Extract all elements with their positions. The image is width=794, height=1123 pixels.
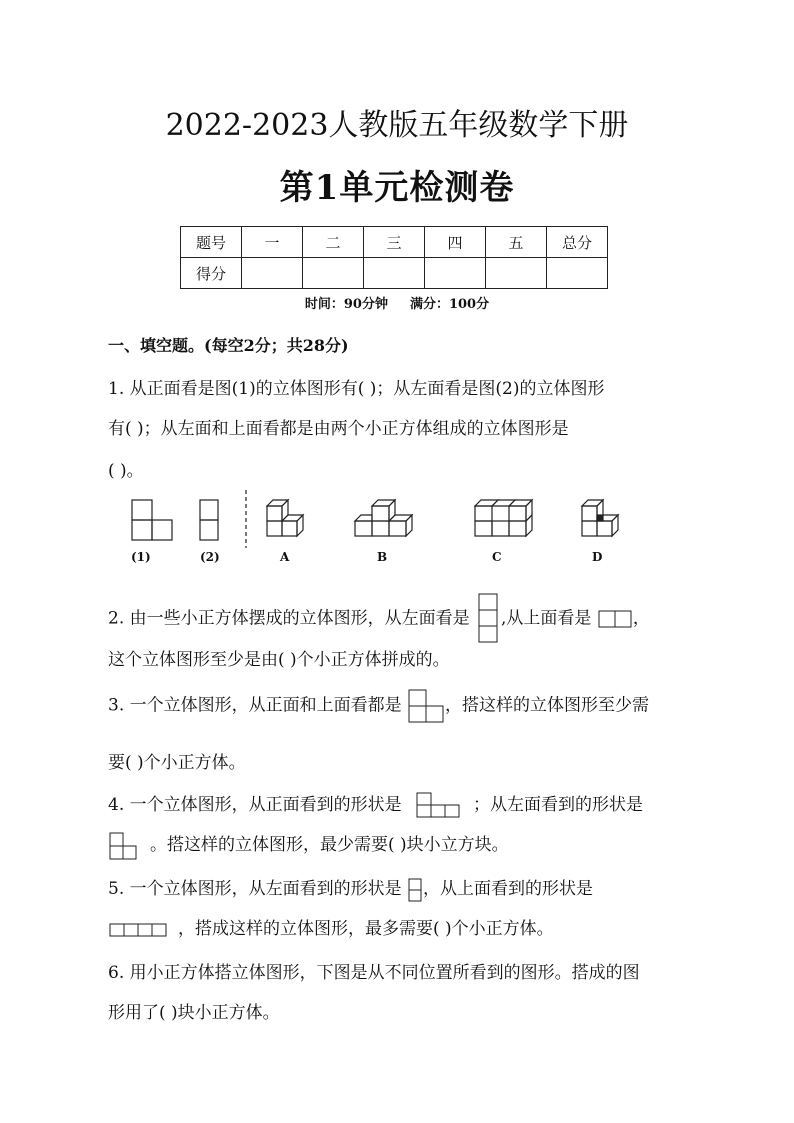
caption-figure-c: C xyxy=(492,550,502,564)
question-4-text-c: 。搭这样的立体图形，最少需要( )块小立方块。 xyxy=(150,835,509,855)
score-cell: 得分 xyxy=(181,258,242,289)
score-cell xyxy=(364,258,425,289)
question-3-line-1 xyxy=(108,688,649,724)
question-4-line-2 xyxy=(108,830,509,861)
section-heading: 一、填空题。(每空2分；共28分) xyxy=(108,336,349,355)
two-stacked-small-squares-icon xyxy=(407,877,423,903)
exam-info xyxy=(0,293,794,312)
question-4-text-a: 4. 一个立体图形，从正面看到的形状是 xyxy=(108,795,402,815)
score-cell: 题号 xyxy=(181,227,242,258)
caption-figure-1: (1) xyxy=(131,550,151,564)
exam-time: 时间：90分钟 xyxy=(304,297,388,312)
question-2-text-b: ,从上面看是 xyxy=(501,608,592,629)
question-5-line-2 xyxy=(108,914,554,939)
score-table-header-row xyxy=(181,227,608,258)
caption-figure-b: B xyxy=(377,550,388,564)
figure-c-cubes xyxy=(475,500,532,536)
question-3-line-2: 要( )个小正方体。 xyxy=(108,753,246,773)
question-6-line-1: 6. 用小正方体搭立体图形，下图是从不同位置所看到的图形。搭成的图 xyxy=(108,963,640,983)
caption-figure-2: (2) xyxy=(200,550,220,564)
score-table-score-row xyxy=(181,258,608,289)
question-3-text-a: 3. 一个立体图形，从正面和上面看都是 xyxy=(108,695,402,716)
question-2-line-1 xyxy=(108,592,650,646)
score-cell: 四 xyxy=(425,227,486,258)
score-cell: 三 xyxy=(364,227,425,258)
question-5-text-b: ，从上面看到的形状是 xyxy=(423,879,594,899)
question-1-line-2: 有( )；从左面和上面看都是由两个小正方体组成的立体图形是 xyxy=(108,419,569,439)
question-5-text-c: ，搭成这样的立体图形，最多需要( )个小正方体。 xyxy=(178,919,554,939)
two-stacked-squares-icon xyxy=(477,592,499,646)
figure-b-cubes xyxy=(355,500,412,536)
score-cell xyxy=(425,258,486,289)
score-cell: 二 xyxy=(303,227,364,258)
figure-d-cubes xyxy=(582,500,618,536)
question-1-line-1: 1. 从正面看是图(1)的立体图形有( )；从左面看是图(2)的立体图形 xyxy=(108,379,605,399)
score-cell xyxy=(303,258,364,289)
question-1-line-3: ( )。 xyxy=(108,461,144,481)
question-2-text-a: 2. 由一些小正方体摆成的立体图形，从左面看是 xyxy=(108,608,470,629)
question-1-figures xyxy=(120,488,640,548)
left-view-squares-icon xyxy=(108,831,140,861)
score-cell: 一 xyxy=(242,227,303,258)
question-2-text-c: ， xyxy=(632,608,650,629)
figure-a-cubes xyxy=(267,500,303,536)
score-cell xyxy=(486,258,547,289)
score-cell xyxy=(242,258,303,289)
score-table xyxy=(180,226,608,289)
question-4-text-b: ；从左面看到的形状是 xyxy=(473,795,644,815)
caption-figure-d: D xyxy=(592,550,603,564)
exam-full-marks: 满分：100分 xyxy=(409,297,490,312)
question-6-line-2: 形用了( )块小正方体。 xyxy=(108,1003,280,1023)
score-cell xyxy=(547,258,608,289)
score-cell: 五 xyxy=(486,227,547,258)
caption-figure-a: A xyxy=(280,550,290,564)
document-subtitle: 第1单元检测卷 xyxy=(279,168,515,208)
score-cell: 总分 xyxy=(547,227,608,258)
figure-1-front-view xyxy=(132,500,172,540)
four-squares-row-icon xyxy=(108,922,168,938)
document-title: 2022-2023人教版五年级数学下册 xyxy=(165,108,629,143)
question-2-line-2: 这个立体图形至少是由( )个小正方体拼成的。 xyxy=(108,650,450,670)
question-4-line-1 xyxy=(108,790,643,821)
question-5-text-a: 5. 一个立体图形，从左面看到的形状是 xyxy=(108,879,402,899)
two-side-by-side-squares-icon xyxy=(597,609,633,629)
figure-2-left-view xyxy=(200,500,218,540)
front-view-squares-icon xyxy=(415,791,465,821)
l-shape-squares-icon xyxy=(407,688,445,724)
question-3-text-b: ，搭这样的立体图形至少需 xyxy=(445,695,650,716)
question-5-line-1 xyxy=(108,874,593,903)
